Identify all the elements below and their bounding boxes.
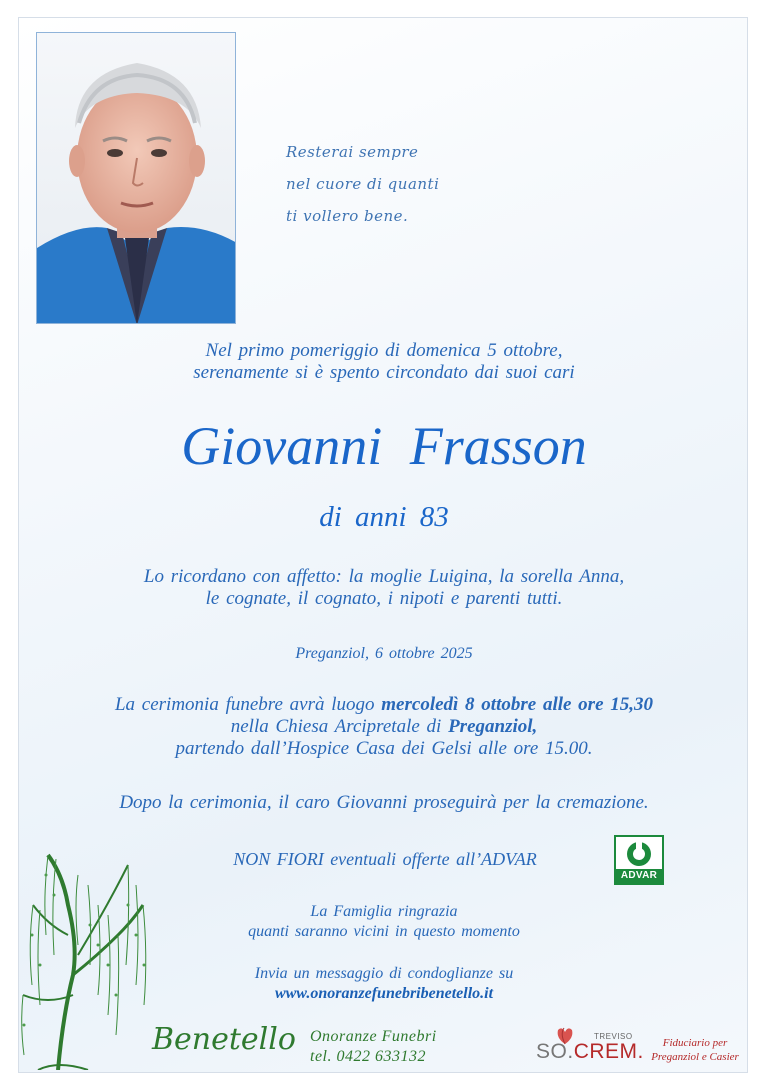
intro-text xyxy=(0,340,768,384)
verse-line: nel cuore di quanti xyxy=(286,175,440,193)
deceased-name: Giovanni Frasson xyxy=(181,416,587,476)
fiduciario-text xyxy=(640,1036,750,1064)
socrem-name xyxy=(536,1040,644,1064)
ceremony-text xyxy=(0,694,768,760)
after-ceremony-text: Dopo la cerimonia, il caro Giovanni proseguirà per la cremazione. xyxy=(119,792,649,813)
thanks-line: quanti saranno vicini in questo momento xyxy=(248,923,520,940)
ceremony-datetime: mercoledì 8 ottobre alle ore 15,30 xyxy=(381,694,654,715)
remember-line: Lo ricordano con affetto: la moglie Luigina, la sorella Anna, xyxy=(143,566,625,587)
website-link[interactable]: www.onoranzefunebribenetello.it xyxy=(274,985,494,1002)
fiduciario-line: Preganziol e Casier xyxy=(651,1051,739,1063)
benetello-logo: Benetello xyxy=(152,1022,296,1057)
funeral-home-info xyxy=(310,1027,437,1067)
intro-line: Nel primo pomeriggio di domenica 5 ottobre, xyxy=(205,340,563,361)
socrem-so: SO. xyxy=(536,1040,574,1063)
socrem-logo xyxy=(536,1024,644,1064)
portrait-photo xyxy=(36,32,236,324)
advar-label: ADVAR xyxy=(616,869,662,883)
place-date: Preganziol, 6 ottobre 2025 xyxy=(295,645,473,662)
fiduciario-line: Fiduciario per xyxy=(662,1037,728,1049)
no-flowers-text: NON FIORI eventuali offerte all’ADVAR xyxy=(233,849,537,869)
funeral-home-phone: tel. 0422 633132 xyxy=(310,1048,426,1065)
message-line: Invia un messaggio di condoglianze su xyxy=(254,965,514,982)
ceremony-text-plain: nella Chiesa Arcipretale di xyxy=(230,716,449,737)
thanks-line: La Famiglia ringrazia xyxy=(310,903,458,920)
willow-tree-icon xyxy=(18,845,158,1070)
ceremony-line xyxy=(0,716,768,738)
ceremony-line xyxy=(0,694,768,716)
verse xyxy=(286,136,546,232)
remember-text xyxy=(0,566,768,610)
socrem-crem: CREM. xyxy=(573,1040,644,1063)
verse-line: ti vollero bene. xyxy=(286,207,409,225)
verse-line: Resterai sempre xyxy=(286,143,419,161)
remember-line: le cognate, il cognato, i nipoti e parenti tutti. xyxy=(205,588,563,609)
ceremony-place: Preganziol, xyxy=(448,716,538,737)
deceased-age: di anni 83 xyxy=(319,501,449,533)
funeral-home-name: Onoranze Funebri xyxy=(310,1028,437,1045)
advar-logo-icon xyxy=(614,835,664,885)
ceremony-text-plain: La cerimonia funebre avrà luogo xyxy=(114,694,382,715)
socrem-city: TREVISO xyxy=(594,1032,633,1041)
intro-line: serenamente si è spento circondato dai suoi cari xyxy=(193,362,575,383)
ceremony-line: partendo dall’Hospice Casa dei Gelsi alle ore 15.00. xyxy=(175,738,593,759)
